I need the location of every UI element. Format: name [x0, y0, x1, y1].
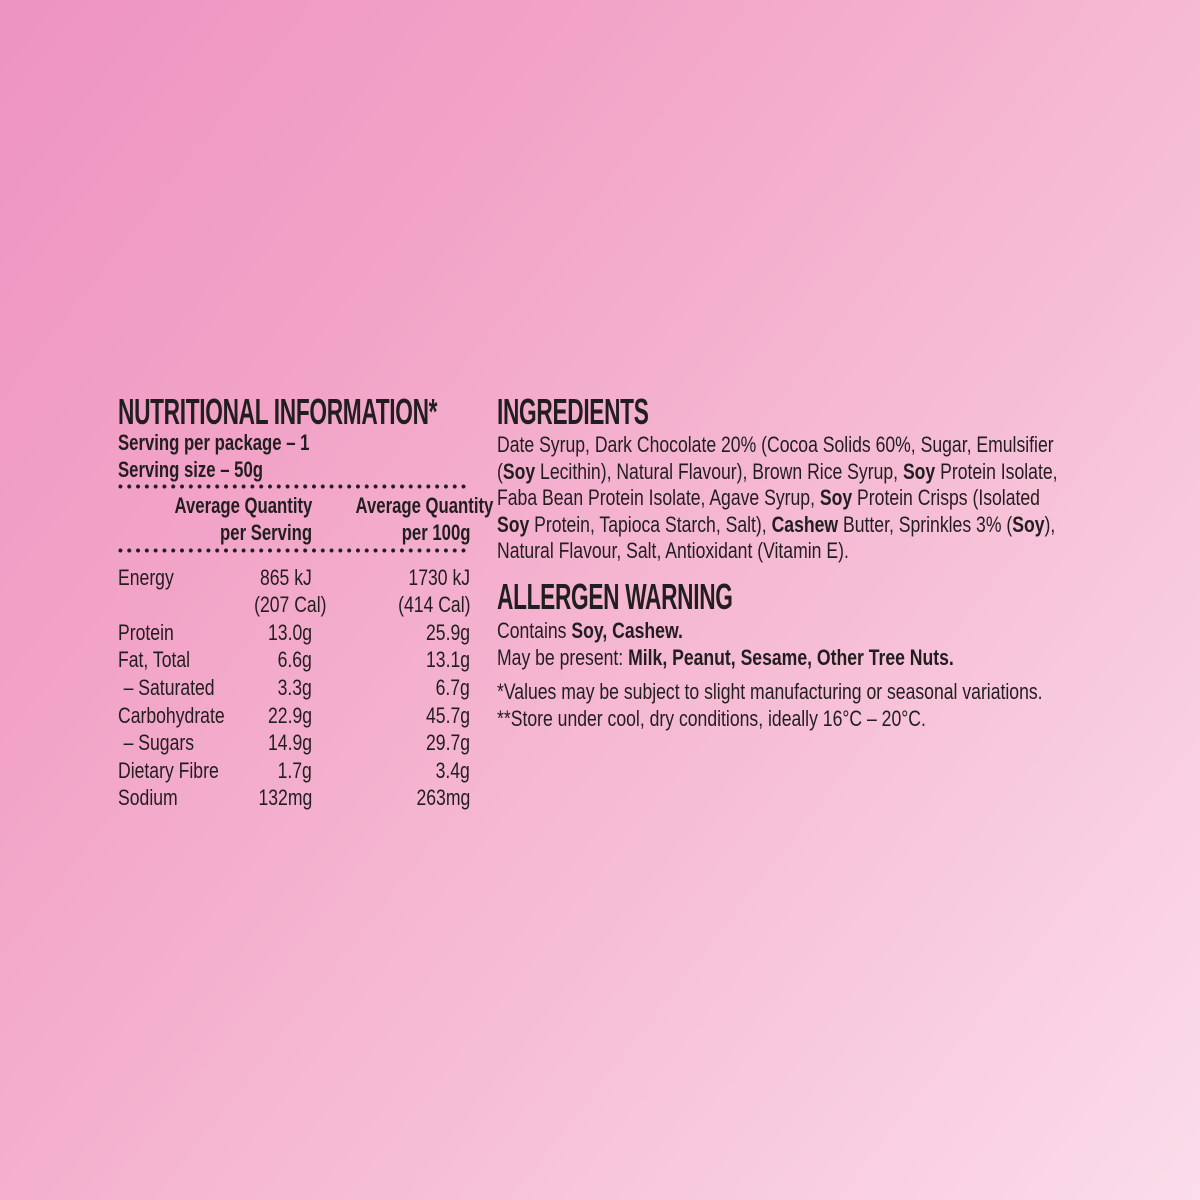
- table-row: [118, 591, 470, 619]
- ingredients-panel: [497, 391, 1157, 732]
- table-col-headers: [118, 493, 494, 547]
- row-label: Energy: [118, 564, 174, 590]
- table-row: [118, 757, 470, 785]
- row-label: [118, 591, 236, 619]
- row-label: Dietary Fibre: [118, 757, 219, 783]
- text-line: Natural Flavour, Salt, Antioxidant (Vitamin E).: [497, 538, 849, 564]
- text-line: (Soy Lecithin), Natural Flavour), Brown Rice Syrup, Soy Protein Isolate,: [497, 458, 1058, 484]
- row-label: – Sugars: [123, 730, 195, 756]
- value-per-100g: (414 Cal): [397, 592, 470, 618]
- row-label: Protein: [118, 619, 174, 645]
- value-per-100g: 13.1g: [425, 647, 470, 673]
- col-header-line-2: [118, 520, 470, 547]
- table-row: [118, 646, 470, 674]
- nutrition-panel: [118, 391, 494, 812]
- row-label: – Saturated: [123, 674, 215, 700]
- footnotes: [497, 678, 1157, 732]
- value-per-serving: 6.6g: [277, 647, 312, 673]
- nutrition-table: [118, 564, 470, 812]
- footnote-storage: **Store under cool, dry conditions, ideally 16°C – 20°C.: [497, 705, 926, 731]
- value-per-100g: 29.7g: [425, 730, 470, 756]
- col-header-serving-2: per Serving: [220, 519, 312, 545]
- dotted-divider-top: [118, 484, 470, 489]
- value-per-serving: 14.9g: [267, 730, 312, 756]
- value-per-100g: 263mg: [416, 785, 470, 811]
- value-per-serving: 13.0g: [267, 619, 312, 645]
- value-per-100g: 45.7g: [425, 702, 470, 728]
- table-row: [118, 784, 470, 812]
- dotted-divider-bottom: [118, 548, 470, 553]
- value-per-serving: 3.3g: [277, 674, 312, 700]
- value-per-serving: (207 Cal): [254, 592, 327, 618]
- text-line: Faba Bean Protein Isolate, Agave Syrup, Soy Protein Crisps (Isolated: [497, 485, 1040, 511]
- allergen-text: [497, 617, 1157, 671]
- row-label: Sodium: [118, 785, 178, 811]
- value-per-100g: 1730 kJ: [408, 564, 470, 590]
- col-header-100g-2: per 100g: [401, 519, 470, 545]
- text-line: Contains Soy, Cashew.: [497, 617, 683, 643]
- value-per-serving: 132mg: [258, 785, 312, 811]
- ingredients-text: [497, 432, 1157, 565]
- col-header-100g-1: Average Quantity: [355, 493, 494, 518]
- value-per-serving: 1.7g: [277, 757, 312, 783]
- col-header-serving-1: Average Quantity: [174, 493, 312, 518]
- value-per-100g: 3.4g: [435, 757, 470, 783]
- table-row: [118, 729, 470, 757]
- row-label: Fat, Total: [118, 647, 191, 673]
- value-per-serving: 22.9g: [267, 702, 312, 728]
- text-line: Date Syrup, Dark Chocolate 20% (Cocoa Solids 60%, Sugar, Emulsifier: [497, 432, 1054, 457]
- serving-size: Serving size – 50g: [118, 456, 263, 482]
- footnote-values-variation: *Values may be subject to slight manufacturing or seasonal variations.: [497, 678, 1043, 704]
- table-row: [118, 564, 470, 592]
- value-per-100g: 25.9g: [425, 619, 470, 645]
- value-per-100g: 6.7g: [435, 674, 470, 700]
- table-row: [118, 674, 470, 702]
- table-row: [118, 702, 470, 730]
- value-per-serving: 865 kJ: [260, 564, 312, 590]
- serving-info: [118, 430, 470, 483]
- allergen-heading: ALLERGEN WARNING: [497, 575, 733, 617]
- text-line: Soy Protein, Tapioca Starch, Salt), Cashew Butter, Sprinkles 3% (Soy),: [497, 511, 1056, 537]
- ingredients-heading: INGREDIENTS: [497, 391, 649, 432]
- nutrition-heading: NUTRITIONAL INFORMATION*: [118, 391, 438, 432]
- text-line: May be present: Milk, Peanut, Sesame, Other Tree Nuts.: [497, 644, 954, 670]
- serving-per-package: Serving per package – 1: [118, 430, 310, 455]
- col-header-line-1: [118, 493, 494, 520]
- table-row: [118, 619, 470, 647]
- row-label: Carbohydrate: [118, 702, 225, 728]
